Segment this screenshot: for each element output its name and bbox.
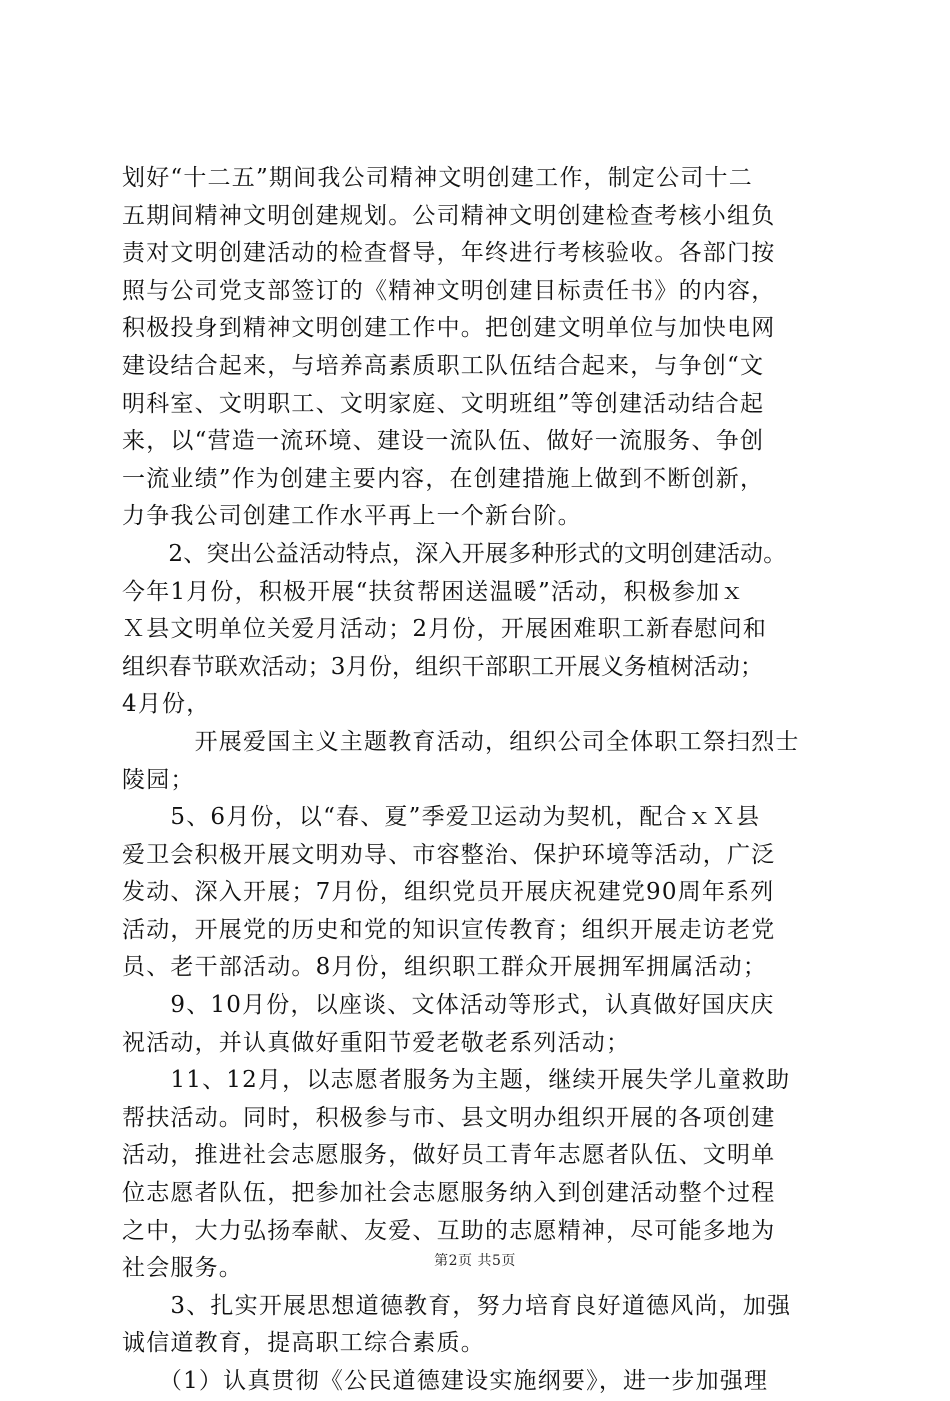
text-line: 4月份， xyxy=(122,691,211,718)
text-line: 祝活动，并认真做好重阳节爱老敬老系列活动； xyxy=(122,1029,631,1056)
text-line: 划好“十二五”期间我公司精神文明创建工作，制定公司十二 xyxy=(122,165,753,191)
text-line: 社会服务。 xyxy=(122,1255,243,1282)
text-line: 组织春节联欢活动；3月份，组织干部职工开展义务植树活动； xyxy=(122,653,764,680)
text-line: 3、扎实开展思想道德教育，努力培育良好道德风尚，加强 xyxy=(122,1292,792,1319)
text-line: 责对文明创建活动的检查督导，年终进行考核验收。各部门按 xyxy=(122,240,776,267)
text-line: 员、老干部活动。8月份，组织职工群众开展拥军拥属活动； xyxy=(122,954,768,981)
text-line: 今年1月份，积极开展“扶贫帮困送温暖”活动，积极参加ｘ xyxy=(122,578,745,605)
text-line: 一流业绩”作为创建主要内容，在创建措施上做到不断创新， xyxy=(122,465,765,492)
text-line: 诚信道教育，提高职工综合素质。 xyxy=(122,1330,485,1357)
text-line: 五期间精神文明创建规划。公司精神文明创建检查考核小组负 xyxy=(122,202,776,229)
text-line: 力争我公司创建工作水平再上一个新台阶。 xyxy=(122,503,582,530)
text-line: 9、10月份，以座谈、文体活动等形式，认真做好国庆庆 xyxy=(122,992,775,1019)
text-line: 11、12月，以志愿者服务为主题，继续开展失学儿童救助 xyxy=(122,1067,791,1094)
text-line: 发动、深入开展；7月份，组织党员开展庆祝建党90周年系列 xyxy=(122,879,775,906)
text-line: 照与公司党支部签订的《精神文明创建目标责任书》的内容， xyxy=(122,277,776,304)
text-line: 5、6月份，以“春、夏”季爱卫运动为契机，配合ｘＸ县 xyxy=(122,804,761,831)
text-line: （1）认真贯彻《公民道德建设实施纲要》，进一步加强理 xyxy=(122,1368,769,1394)
text-line: 来，以“营造一流环境、建设一流队伍、做好一流服务、争创 xyxy=(122,428,765,455)
text-line: 开展爱国主义主题教育活动，组织公司全体职工祭扫烈士 xyxy=(122,728,800,755)
document-body xyxy=(122,160,842,1401)
page-number-footer: 第2页 共5页 xyxy=(434,1253,516,1269)
text-line: 活动，推进社会志愿服务，做好员工青年志愿者队伍、文明单 xyxy=(122,1142,776,1169)
text-line: 建设结合起来，与培养高素质职工队伍结合起来，与争创“文 xyxy=(122,352,765,379)
text-line: 之中，大力弘扬奉献、友爱、互助的志愿精神，尽可能多地为 xyxy=(122,1217,776,1244)
text-line: 2、突出公益活动特点，深入开展多种形式的文明创建活动。 xyxy=(122,540,787,567)
text-line: 帮扶活动。同时，积极参与市、县文明办组织开展的各项创建 xyxy=(122,1104,776,1131)
text-line: 积极投身到精神文明创建工作中。把创建文明单位与加快电网 xyxy=(122,315,776,342)
text-line: 明科室、文明职工、文明家庭、文明班组”等创建活动结合起 xyxy=(122,390,765,417)
text-line: 位志愿者队伍，把参加社会志愿服务纳入到创建活动整个过程 xyxy=(122,1180,776,1207)
text-line: 活动，开展党的历史和党的知识宣传教育；组织开展走访老党 xyxy=(122,916,776,943)
text-line: Ｘ县文明单位关爱月活动；2月份，开展困难职工新春慰问和 xyxy=(122,616,768,643)
text-line: 陵园； xyxy=(122,766,195,793)
text-line: 爱卫会积极开展文明劝导、市容整治、保护环境等活动，广泛 xyxy=(122,841,776,868)
